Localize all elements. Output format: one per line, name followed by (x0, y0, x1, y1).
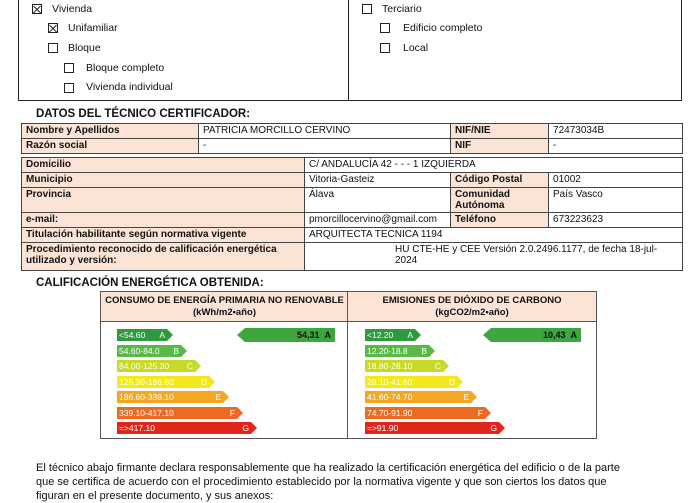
rating-bar-0-d (117, 376, 209, 388)
rating-class-1-a: A (407, 330, 413, 340)
rating-result-class-1: A (570, 330, 577, 340)
rating-range-1-b: 12.20-18.8 (367, 345, 408, 356)
codigo-postal-label: Código Postal (451, 173, 549, 188)
rating-class-0-d: D (200, 376, 207, 387)
rating-bar-1-a (365, 329, 415, 341)
rating-result-1 (491, 328, 581, 342)
unifamiliar-checkbox[interactable] (48, 23, 58, 33)
rating-class-0-g: G (242, 423, 249, 433)
bloque-completo-checkbox[interactable] (64, 63, 74, 73)
edificio-completo-checkbox[interactable] (380, 23, 390, 33)
rating-bar-0-f (117, 407, 237, 419)
rating-result-value-1: 10,43 (543, 330, 566, 340)
rating-range-1-e: 41.60-74.70 (367, 392, 413, 402)
telefono-label: Teléfono (451, 213, 549, 228)
declaration-line-3: figuran en el presente documento, y sus anexos: (36, 490, 274, 502)
rating-class-0-b: B (173, 345, 179, 356)
emisiones-header: EMISIONES DE DIÓXIDO DE CARBONO (kgCO2/m2•año) (348, 292, 596, 322)
bloque-checkbox[interactable] (48, 43, 58, 53)
razon-social-value: - (199, 139, 451, 154)
rating-bar-1-e (365, 391, 471, 403)
rating-class-0-e: E (215, 392, 221, 402)
local-label: Local (403, 42, 429, 54)
provincia-label: Provincia (22, 188, 305, 213)
terciario-label: Terciario (382, 3, 422, 15)
nombre-value: PATRICIA MORCILLO CERVINO (199, 124, 451, 139)
domicilio-label: Domicilio (22, 158, 305, 173)
declaration-text (36, 461, 696, 503)
terciario-checkbox[interactable] (362, 4, 372, 14)
rating-class-1-b: B (421, 345, 427, 356)
declaration-line-2: que se certifica de acuerdo con el procedimiento establecido por la normativa vigente y que son ciertos los datos que (36, 476, 607, 488)
rating-range-0-c: 84.00-125.30 (119, 361, 170, 371)
rating-class-1-d: D (448, 376, 455, 387)
unifamiliar-label: Unifamiliar (68, 22, 118, 34)
municipio-label: Municipio (22, 173, 305, 188)
rating-result-value-0: 54,31 (297, 330, 320, 340)
rating-range-1-g: =>91.90 (367, 423, 399, 433)
nif2-value: - (549, 139, 683, 154)
vivienda-individual-label: Vivienda individual (86, 81, 173, 93)
chart-divider (347, 292, 348, 438)
bloque-completo-label: Bloque completo (86, 62, 165, 74)
rating-bar-1-g (365, 422, 499, 434)
rating-range-0-e: 186.60-339.10 (119, 392, 174, 402)
edificio-completo-label: Edificio completo (403, 22, 483, 34)
declaration-line-1: El técnico abajo firmante declara responsablemente que ha realizado la certificación energética del edificio o de la parte (36, 462, 620, 474)
rating-bar-1-b (365, 345, 429, 357)
email-value: pmorcillocervino@gmail.com (305, 213, 451, 228)
razon-social-label: Razón social (22, 139, 199, 154)
nif-label: NIF/NIE (451, 124, 549, 139)
rating-class-1-c: C (434, 361, 441, 371)
rating-bar-1-c (365, 360, 443, 372)
titulacion-label: Titulación habilitante según normativa vigente (22, 228, 305, 243)
rating-range-0-d: 125.30-186.60 (119, 376, 174, 387)
procedimiento-value: HU CTE-HE y CEE Versión 2.0.2496.1177, de fecha 18-jul-2024 (305, 243, 683, 271)
rating-range-1-a: <12.20 (367, 330, 394, 340)
consumo-header: CONSUMO DE ENERGÍA PRIMARIA NO RENOVABLE (kWh/m2•año) (101, 292, 348, 322)
provincia-value: Álava (305, 188, 451, 213)
rating-result-class-0: A (324, 330, 331, 340)
titulacion-value: ARQUITECTA TECNICA 1194 (305, 228, 683, 243)
rating-bar-0-c (117, 360, 195, 372)
rating-bar-0-b (117, 345, 181, 357)
rating-class-0-a: A (159, 330, 165, 340)
rating-section-title: CALIFICACIÓN ENERGÉTICA OBTENIDA: (36, 277, 264, 289)
nif-value: 72473034B (549, 124, 683, 139)
vivienda-label: Vivienda (52, 3, 93, 15)
rating-bar-0-a (117, 329, 167, 341)
rating-class-0-c: C (186, 361, 193, 371)
vivienda-individual-checkbox[interactable] (64, 83, 74, 93)
rating-class-0-f: F (229, 407, 235, 418)
rating-range-1-f: 74.70-91.90 (367, 407, 413, 418)
rating-range-0-a: <54.60 (119, 330, 146, 340)
procedimiento-label: Procedimiento reconocido de calificación energética utilizado y versión: (22, 243, 305, 271)
comunidad-value: País Vasco (549, 188, 683, 213)
bloque-label: Bloque (68, 42, 101, 54)
certifier-table (21, 123, 683, 271)
rating-range-1-d: 28.10-41.60 (367, 376, 413, 387)
rating-bar-1-d (365, 376, 457, 388)
vivienda-checkbox[interactable] (32, 4, 42, 14)
local-checkbox[interactable] (380, 43, 390, 53)
codigo-postal-value: 01002 (549, 173, 683, 188)
domicilio-value: C/ ANDALUCÍA 42 - - - 1 IZQUIERDA (305, 158, 683, 173)
rating-class-1-f: F (477, 407, 483, 418)
rating-range-0-b: 54.60-84.0 (119, 345, 160, 356)
rating-class-1-g: G (490, 423, 497, 433)
rating-range-0-f: 339.10-417.10 (119, 407, 174, 418)
certifier-section-title: DATOS DEL TÉCNICO CERTIFICADOR: (36, 108, 251, 120)
rating-bar-0-g (117, 422, 251, 434)
rating-result-0 (245, 328, 335, 342)
telefono-value: 673223623 (549, 213, 683, 228)
email-label: e-mail: (22, 213, 305, 228)
rating-range-0-g: =>417.10 (119, 423, 155, 433)
nombre-label: Nombre y Apellidos (22, 124, 199, 139)
nif2-label: NIF (451, 139, 549, 154)
comunidad-label: Comunidad Autónoma (451, 188, 549, 213)
municipio-value: Vitoria-Gasteiz (305, 173, 451, 188)
rating-range-1-c: 18.80-28.10 (367, 361, 413, 371)
rating-bar-0-e (117, 391, 223, 403)
rating-class-1-e: E (463, 392, 469, 402)
building-type-right-box (348, 0, 682, 101)
rating-bar-1-f (365, 407, 485, 419)
